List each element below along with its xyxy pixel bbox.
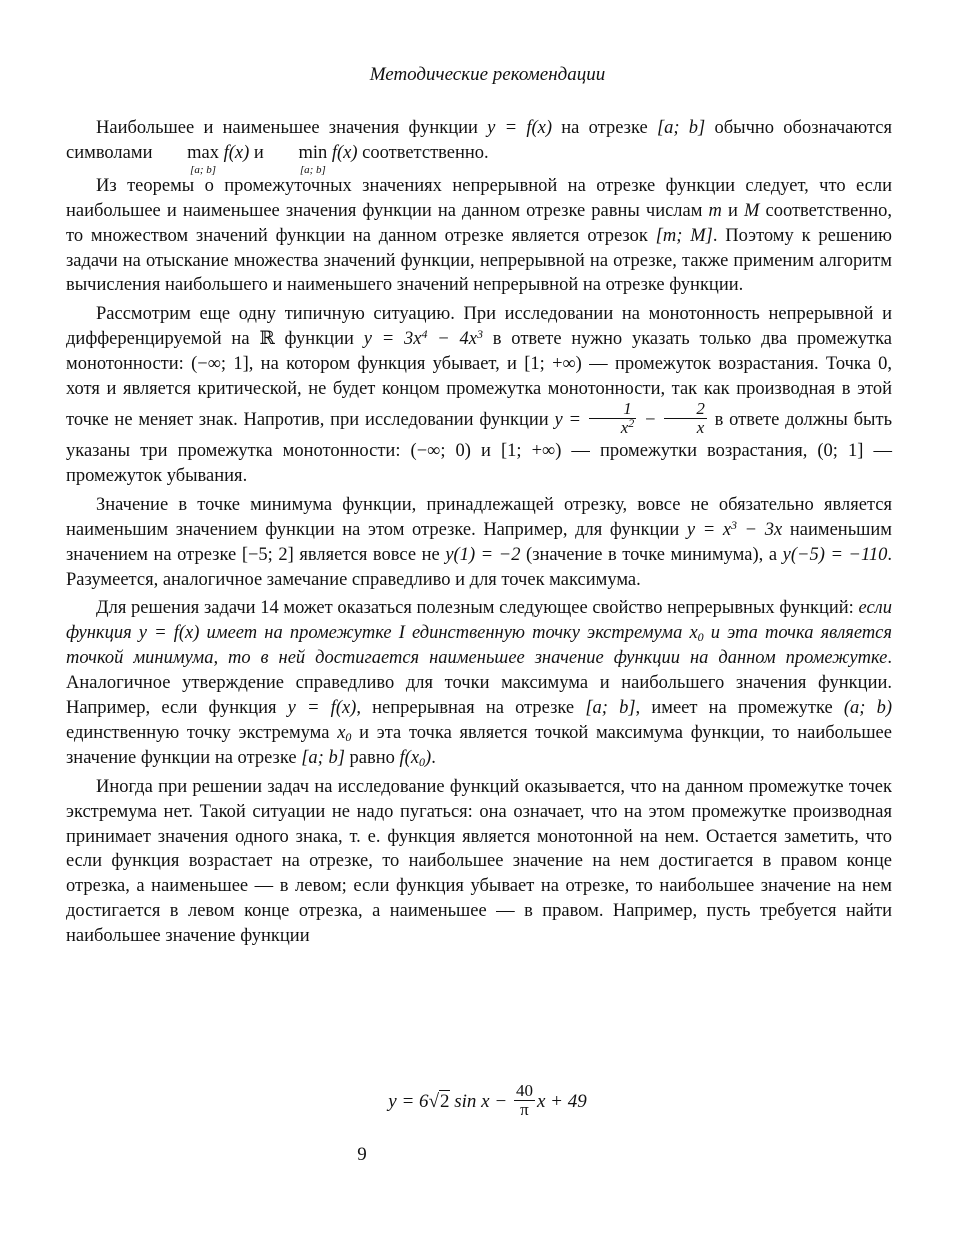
running-header: Методические рекомендации (369, 64, 606, 85)
fraction-40-over-pi: $\frac{40}{\pi}$ (515, 1081, 533, 1119)
paragraph-1: Наибольшее и наименьшее значения функции y = f(x) на отрезке [a; b] обычно обозначаются символами max [a; b] f(x) и min [a; b] f(x) соответственно. (66, 118, 893, 176)
main-text (66, 116, 892, 953)
paragraph-4: Значение в точке минимума функции, принадлежащей отрезку, вовсе не обязательно является наименьшим значением функции на этом отрезке. Например, для функции $y = x^3 - 3x$ наименьшим значением на отрезке [−5; 2] является вовсе не y(1) = −2 (значение в точке минимума), а y(−5) = −110. Разумеется, аналогичное замечание справедливо и для точек максимума. (66, 494, 892, 590)
fraction-2-over-x: $\frac{2}{x}$ (664, 400, 707, 437)
min-operator: min [a; b] (298, 142, 328, 176)
paragraph-5: Для решения задачи 14 может оказаться полезным следующее свойство непрерывных функций: если функция y = f(x) имеет на промежутке I единственную точку экстремума $x_0$ и эта точка является точкой минимума, то в ней достигается наименьшее значение функции на данном промежутке. Аналогичное утверждение справедливо для точки максимума и наибольшего значения функции. Например, если функция y = f(x), непрерывная на отрезке [a; b], имеет на промежутке (a; b) единственную точку экстремума $x_0$ и эта точка является точкой максимума функции, то наибольшее значение функции на отрезке [a; b] равно $f(x_0)$. (66, 598, 893, 769)
display-formula: y = 6√2 sin x − $\frac{40}{\pi}$ x + 49 (388, 1081, 587, 1119)
page-number: 9 (357, 1144, 367, 1165)
paragraph-3: Рассмотрим еще одну типичную ситуацию. При исследовании на монотонность непрерывной и дифференцируемой на ℝ функции $y = 3x^4 - 4x^3$ в ответе нужно указать только два промежутка монотонности: (−∞; 1], на котором функция убывает, и [1; +∞) — промежуток возрастания. Точка 0, хотя и является критической, не будет концом промежутка монотонности, так как производная в этой точке не меняет знак. Напротив, при исследовании функции y = $\frac{1}{x^2}$ − $\frac{2}{x}$ в ответе должны быть указаны три промежутка монотонности: (−∞; 0) и [1; +∞) — промежутки возрастания, (0; 1] — промежуток убывания. (66, 304, 893, 486)
max-operator: max [a; b] (187, 142, 219, 176)
sqrt-sign: √ (428, 1090, 439, 1112)
paragraph-2: Из теоремы о промежуточных значениях непрерывной на отрезке функции следует, что если наибольшее и наименьшее значения функции на данном отрезке равны числам m и M соответственно, то множеством значений функции на данном отрезке является отрезок [m; M]. Поэтому к решению задачи на отыскание множества значений функции, непрерывной на отрезке, также применим алгоритм вычисления наибольшего и наименьшего значений непрерывной на отрезке функции. (66, 175, 892, 296)
fraction-1-over-x2: $\frac{1}{x^2}$ (589, 400, 637, 437)
paragraph-6: Иногда при решении задач на исследование функций оказывается, что на данном промежутке точек экстремума нет. Такой ситуации не надо пугаться: она означает, что на этом промежутке производная принимает значения одного знака, т. е. функция является монотонной на нем. Остается заметить, что если функция возрастает на отрезке, то наибольшее значение на нем достигается в правом конце отрезка, а наименьшее — в левом; если функция убывает на отрезке, то наибольшее значение на нем достигается в левом конце отрезка, а наименьшее — в правом. Например, пусть требуется найти наибольшее значение функции (66, 776, 892, 947)
